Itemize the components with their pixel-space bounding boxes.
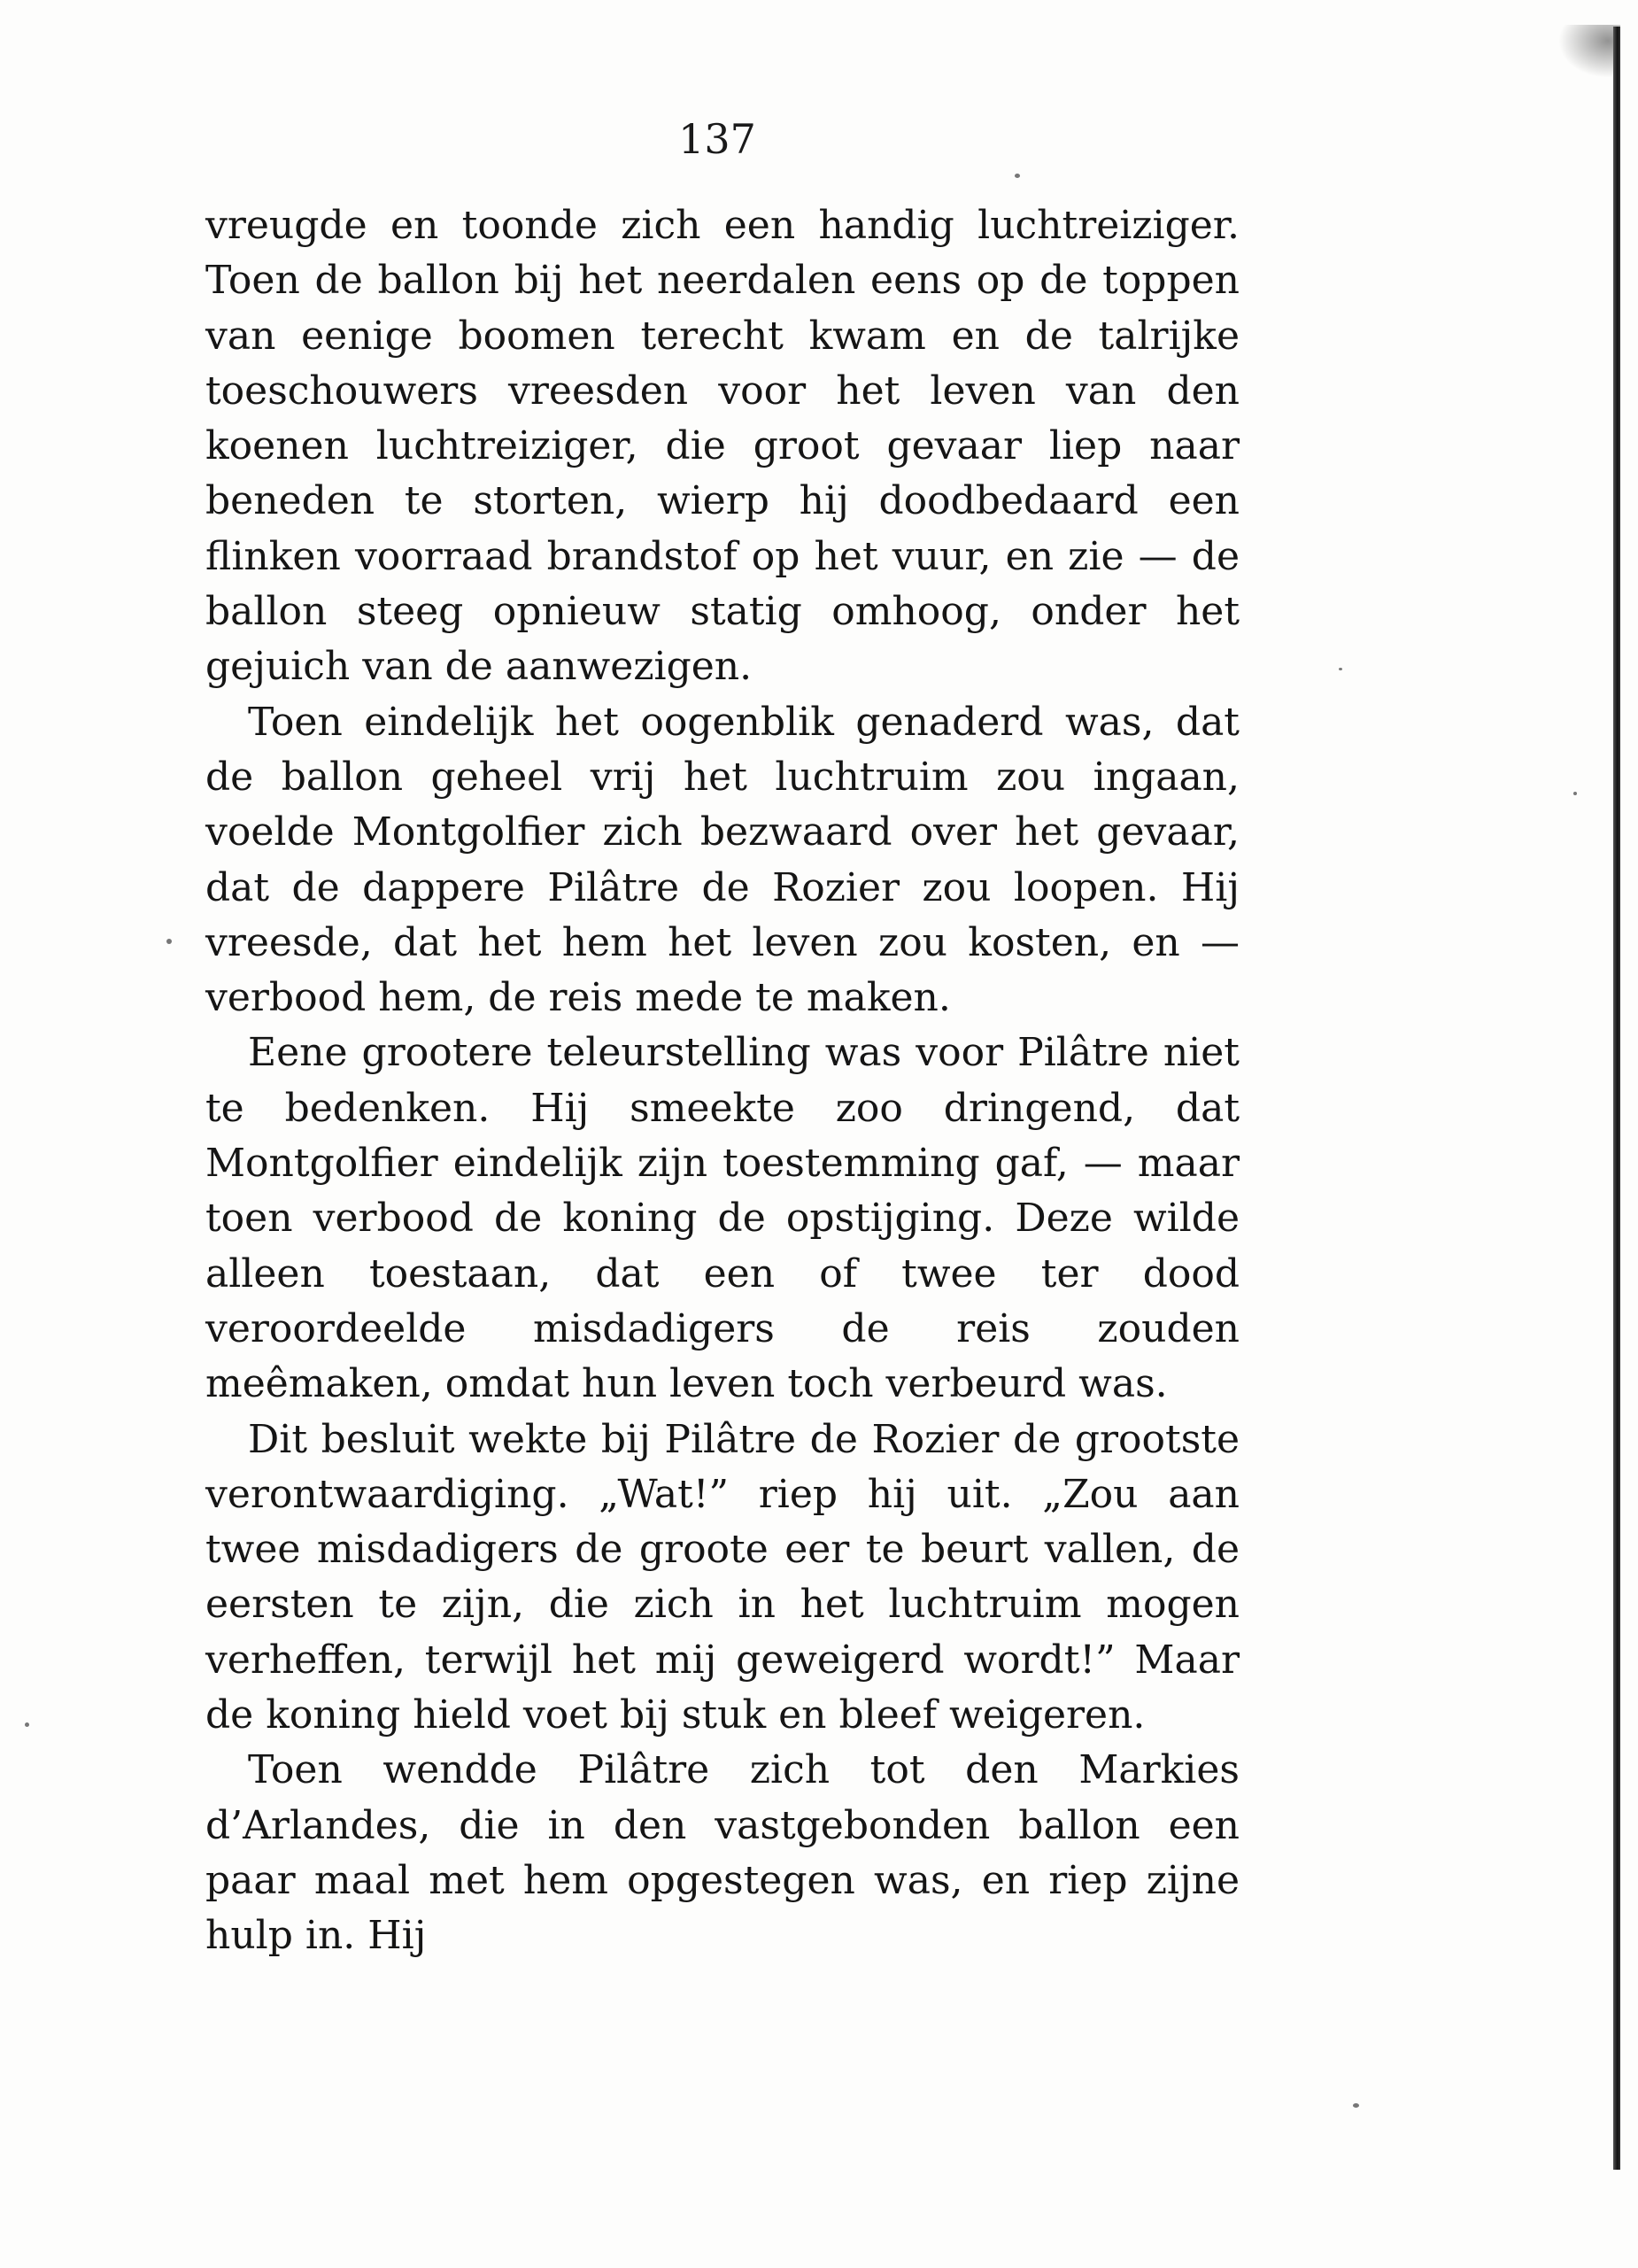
paragraph: Eene grootere teleurstelling was voor Pilâtre niet te bedenken. Hij smeekte zoo dringend, dat Montgolfier eindelijk zijn toestemming gaf, — maar toen verbood de koning de opstijging. Deze wilde alleen toestaan, dat een of twee ter dood veroordeelde misdadigers de reis zouden meêmaken, omdat hun leven toch verbeurd was. [205, 1030, 1240, 1407]
ink-speck [166, 939, 172, 944]
ink-speck [1353, 2103, 1359, 2108]
body-text [205, 198, 1240, 1964]
page-number: 137 [678, 115, 756, 163]
paragraph: Dit besluit wekte bij Pilâtre de Rozier de grootste verontwaardiging. „Wat!” riep hij uit. „Zou aan twee misdadigers de groote eer te beurt vallen, de eersten te zijn, die zich in het luchtruim mogen verheffen, terwijl het mij geweigerd wordt!” Maar de koning hield voet bij stuk en bleef weigeren. [205, 1416, 1240, 1738]
ink-speck [1573, 792, 1577, 795]
paragraph: Toen eindelijk het oogenblik genaderd was, dat de ballon geheel vrij het luchtruim zou ingaan, voelde Montgolfier zich bezwaard over het gevaar, dat de dappere Pilâtre de Rozier zou loopen. Hij vreesde, dat het hem het leven zou kosten, en — verbood hem, de reis mede te maken. [205, 699, 1240, 1021]
ink-speck [25, 1722, 29, 1727]
paragraph: vreugde en toonde zich een handig luchtreiziger. Toen de ballon bij het neerdalen eens op de toppen van eenige boomen terecht kwam en de talrijke toeschouwers vreesden voor het leven van den koenen luchtreiziger, die groot gevaar liep naar beneden te storten, wierp hij doodbedaard een flinken voorraad brandstof op het vuur, en zie — de ballon steeg opnieuw statig omhoog, onder het gejuich van de aanwezigen. [205, 203, 1240, 690]
paragraph: Toen wendde Pilâtre zich tot den Markies d’Arlandes, die in den vastgebonden ballon een paar maal met hem opgestegen was, en riep zijne hulp in. Hij [205, 1747, 1240, 1959]
ink-speck [1015, 174, 1020, 178]
ink-speck [1339, 668, 1342, 670]
page-edge-shadow-top [1558, 25, 1620, 78]
page-edge-shadow [1613, 27, 1620, 2170]
